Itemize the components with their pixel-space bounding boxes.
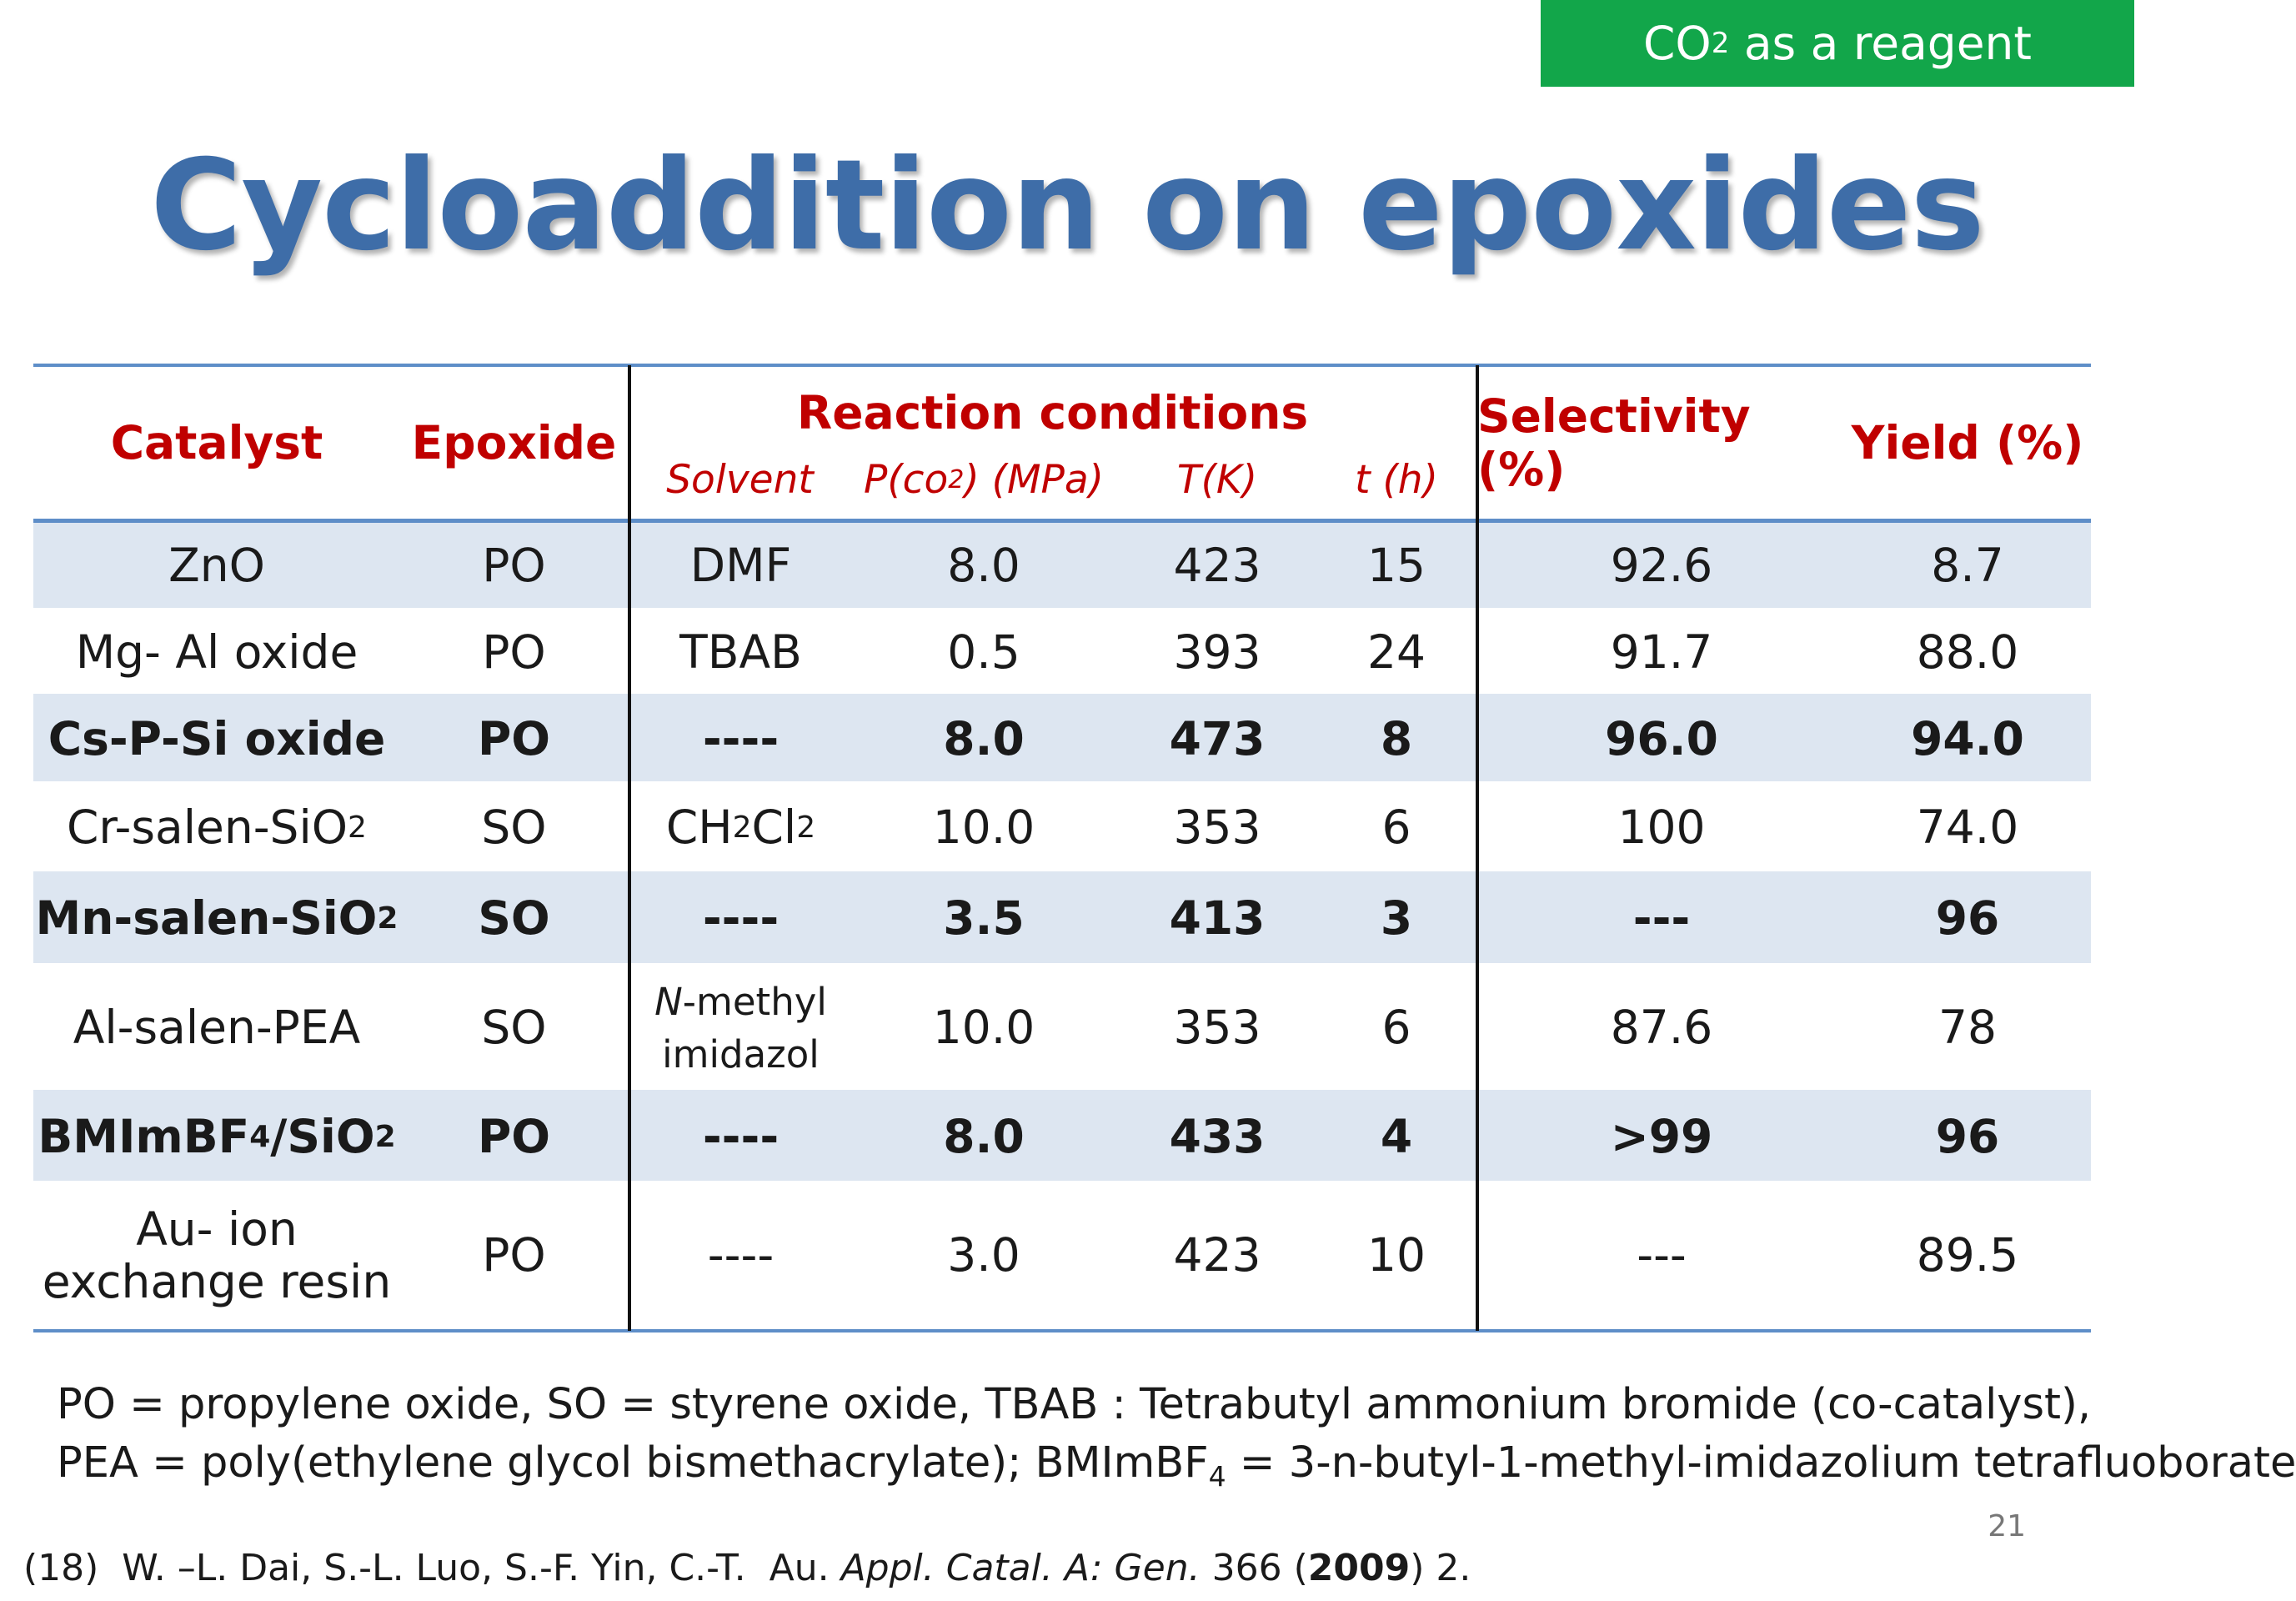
subheader-temperature: T(K): [1176, 456, 1258, 503]
row3-catalyst: Cs-P-Si oxide: [48, 711, 386, 765]
row7-catalyst-p1: BMImBF: [38, 1109, 250, 1163]
row7-pressure: 8.0: [943, 1109, 1025, 1163]
row1-solvent: DMF: [689, 539, 792, 593]
header-catalyst: Catalyst: [110, 416, 323, 469]
row4-solvent: [631, 783, 850, 873]
row6-solvent-rest: -methyl: [682, 980, 827, 1024]
row6-solvent-line2: imidazol: [662, 1032, 820, 1077]
row4-pressure: 10.0: [932, 800, 1035, 855]
footnote-line2: [57, 1438, 2296, 1493]
subheader-time: t (h): [1355, 456, 1438, 503]
row7-epoxide: PO: [477, 1109, 551, 1163]
row8-yield: 89.5: [1916, 1228, 2019, 1282]
header-yield: Yield (%): [1851, 416, 2084, 469]
row2-time: 24: [1367, 625, 1426, 679]
row6-pressure: 10.0: [932, 1001, 1035, 1055]
row6-solvent-stack: [654, 976, 827, 1081]
row8-pressure: 3.0: [947, 1228, 1020, 1282]
reference-volume: 366 (: [1200, 1547, 1308, 1589]
footnote-line1: PO = propylene oxide, SO = styrene oxide, TBAB : Tetrabutyl ammonium bromide (co-catalyst),: [57, 1380, 2092, 1429]
row8-catalyst-stack: [43, 1203, 391, 1309]
row8-catalyst-line2: exchange resin: [42, 1255, 392, 1308]
footnote-line2-pre: PEA = poly(ethylene glycol bismethacrylate); BMImBF: [57, 1438, 1209, 1488]
badge-co: CO: [1643, 17, 1712, 70]
row4-temperature: 353: [1173, 800, 1261, 855]
reference-journal: Appl. Catal. A: Gen.: [840, 1547, 1201, 1589]
row1-temperature: 423: [1173, 539, 1261, 593]
row5-selectivity: ---: [1632, 891, 1691, 946]
subheader-pressure: [850, 450, 1117, 509]
row1-selectivity: 92.6: [1610, 539, 1713, 593]
row1-time: 15: [1367, 539, 1426, 593]
header-selectivity: Selectivity (%): [1477, 389, 1751, 496]
badge-suffix: as a reagent: [1729, 17, 2032, 70]
row6-epoxide: SO: [481, 1001, 547, 1055]
subheader-pressure-pre: P(co: [863, 456, 949, 503]
row6-yield: 78: [1938, 1001, 1997, 1055]
footnote-line2-sub: 4: [1208, 1460, 1226, 1493]
row5-pressure: 3.5: [943, 891, 1025, 946]
row4-catalyst-text: Cr-salen-SiO: [67, 800, 348, 855]
row3-epoxide: PO: [477, 711, 551, 765]
row4-selectivity: 100: [1617, 800, 1706, 855]
row4-solvent-s1: 2: [732, 811, 752, 846]
row5-solvent: ----: [702, 891, 780, 946]
row6-temperature: 353: [1173, 1001, 1261, 1055]
row8-solvent: ----: [707, 1228, 775, 1282]
row4-catalyst-sub: 2: [348, 811, 367, 846]
row6-time: 6: [1381, 1001, 1411, 1055]
reference-year: 2009: [1307, 1547, 1411, 1589]
row3-solvent: ----: [702, 711, 780, 765]
row7-catalyst-s2: 2: [374, 1119, 396, 1154]
row3-time: 8: [1380, 711, 1413, 765]
row4-solvent-s2: 2: [796, 811, 816, 846]
row2-catalyst: Mg- Al oxide: [75, 625, 358, 679]
row6-solvent-italic: N: [654, 980, 683, 1024]
row7-selectivity: >99: [1610, 1109, 1713, 1163]
row3-pressure: 8.0: [943, 711, 1025, 765]
row1-pressure: 8.0: [947, 539, 1020, 593]
row8-catalyst-line1: Au- ion: [136, 1202, 298, 1256]
row4-solvent-p1: CH: [665, 800, 733, 855]
row6-catalyst: Al-salen-PEA: [73, 1001, 361, 1055]
row5-temperature: 413: [1169, 891, 1266, 946]
table-bottom-rule: [33, 1329, 2091, 1332]
reference-authors: W. –L. Dai, S.-L. Luo, S.-F. Yin, C.-T. Au.: [98, 1547, 841, 1589]
row3-selectivity: 96.0: [1605, 711, 1718, 765]
row5-yield: 96: [1935, 891, 2000, 946]
row2-pressure: 0.5: [947, 625, 1020, 679]
row8-time: 10: [1367, 1228, 1426, 1282]
subheader-solvent: Solvent: [666, 456, 814, 503]
row7-catalyst-p2: /SiO: [270, 1109, 375, 1163]
row7-catalyst-s1: 4: [249, 1119, 271, 1154]
row7-yield: 96: [1935, 1109, 2000, 1163]
page-number: 21: [1988, 1509, 2026, 1543]
row5-catalyst-sub: 2: [377, 901, 399, 936]
row2-yield: 88.0: [1916, 625, 2019, 679]
subheader-pressure-post: ) (MPa): [964, 456, 1105, 503]
row3-yield: 94.0: [1911, 711, 2024, 765]
row6-solvent: [631, 965, 850, 1092]
row3-temperature: 473: [1169, 711, 1266, 765]
reference: [23, 1547, 1471, 1589]
header-reaction-conditions: Reaction conditions: [796, 386, 1309, 439]
badge-subscript: 2: [1711, 27, 1730, 60]
row1-yield: 8.7: [1931, 539, 2004, 593]
row1-epoxide: PO: [482, 539, 546, 593]
row8-temperature: 423: [1173, 1228, 1261, 1282]
row7-time: 4: [1380, 1109, 1413, 1163]
subheader-pressure-sub: 2: [948, 464, 965, 494]
row4-yield: 74.0: [1916, 800, 2019, 855]
row5-time: 3: [1380, 891, 1413, 946]
row4-solvent-p2: Cl: [751, 800, 797, 855]
header-epoxide: Epoxide: [411, 416, 617, 469]
row6-selectivity: 87.6: [1610, 1001, 1713, 1055]
topic-badge: [1541, 0, 2134, 87]
row7-catalyst: [33, 1092, 400, 1182]
row4-time: 6: [1381, 800, 1411, 855]
row2-epoxide: PO: [482, 625, 546, 679]
row7-temperature: 433: [1169, 1109, 1266, 1163]
slide-title: Cycloaddition on epoxides: [150, 133, 1984, 279]
row2-temperature: 393: [1173, 625, 1261, 679]
footnote-line2-post: = 3-n-butyl-1-methyl-imidazolium tetrafluoborate: [1226, 1438, 2296, 1488]
row5-catalyst-text: Mn-salen-SiO: [35, 891, 378, 946]
row7-solvent: ----: [702, 1109, 780, 1163]
row4-epoxide: SO: [481, 800, 547, 855]
row8-catalyst: [33, 1182, 400, 1329]
row8-epoxide: PO: [482, 1228, 546, 1282]
row1-catalyst: ZnO: [168, 539, 265, 593]
row2-solvent: TBAB: [679, 625, 802, 679]
reference-number: (18): [23, 1547, 99, 1589]
row5-catalyst: [33, 873, 400, 965]
row8-selectivity: ---: [1637, 1228, 1687, 1282]
row2-selectivity: 91.7: [1610, 625, 1713, 679]
reference-pages: ) 2.: [1410, 1547, 1471, 1589]
row6-solvent-line1: [654, 976, 827, 1028]
row4-catalyst: [33, 783, 400, 873]
row5-epoxide: SO: [478, 891, 550, 946]
